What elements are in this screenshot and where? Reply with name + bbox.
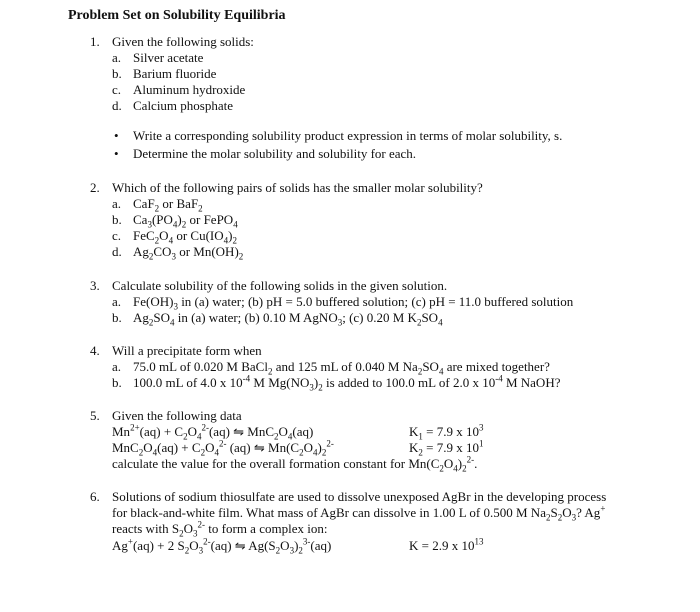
- bullet-icon: •: [114, 146, 119, 161]
- problem-5-number: 5.: [90, 408, 100, 423]
- problem-2-item-b-letter: b.: [112, 212, 122, 227]
- problem-2-item-c-letter: c.: [112, 228, 122, 243]
- problem-2-item-d-letter: d.: [112, 244, 122, 259]
- problem-3-item-b: $Ag_2SO_4$ in (a) water; (b) 0.10 M AgNO$_3$; (c) 0.20 M $K_2SO_4$: [133, 310, 443, 328]
- bullet-icon: •: [114, 128, 119, 143]
- problem-1-item-b-letter: b.: [112, 66, 122, 81]
- page-title: Problem Set on Solubility Equilibria: [68, 8, 286, 23]
- problem-5-equation-1: $Mn^{2+}(aq) + C_2O_4^{2-}(aq)$ ⇋ $MnC_2O_4(aq)$: [112, 422, 314, 442]
- problem-6-line-3: reacts with $S_2O_3^{2-}$ to form a complex ion:: [112, 519, 328, 539]
- problem-3-number: 3.: [90, 278, 100, 293]
- problem-4-item-b: 100.0 mL of 4.0 x $10^{-4}$ M $Mg(NO_3)_2$ is added to 100.0 mL of 2.0 x $10^{-4}$ M NaOH?: [133, 373, 561, 393]
- problem-3-stem: Calculate solubility of the following solids in the given solution.: [112, 278, 448, 293]
- problem-3-item-a-letter: a.: [112, 294, 122, 309]
- problem-2-item-c: $FeC_2O_4$ or $Cu(IO_4)_2$: [133, 228, 237, 246]
- problem-2-number: 2.: [90, 180, 100, 195]
- problem-1-item-a: Silver acetate: [133, 50, 204, 65]
- problem-5-equation-2: $MnC_2O_4(aq) + C_2O_4^{2-}$ (aq) ⇋ $Mn(C_2O_4)_2^{2-}$: [112, 438, 334, 458]
- problem-6-line-1: Solutions of sodium thiosulfate are used to dissolve unexposed AgBr in the developing process: [112, 489, 607, 504]
- problem-1-item-b: Barium fluoride: [133, 66, 217, 81]
- problem-6-number: 6.: [90, 489, 100, 504]
- problem-4-number: 4.: [90, 343, 100, 358]
- problem-2-item-d: $Ag_2CO_3$ or $Mn(OH)_2$: [133, 244, 244, 262]
- problem-5-k1: $K_1 = 7.9$ x $10^3$: [409, 422, 484, 442]
- problem-4-stem: Will a precipitate form when: [112, 343, 262, 358]
- problem-2-item-a-letter: a.: [112, 196, 122, 211]
- problem-2-stem: Which of the following pairs of solids has the smaller molar solubility?: [112, 180, 483, 195]
- problem-6-line-2: for black-and-white film. What mass of AgBr can dissolve in 1.00 L of 0.500 M $Na_2S_2O_3$? Ag+: [112, 503, 606, 523]
- problem-4-item-a-letter: a.: [112, 359, 122, 374]
- problem-6-k: K = 2.9 x $10^{13}$: [409, 536, 484, 553]
- problem-1-bullet-2: Determine the molar solubility and solubility for each.: [133, 146, 417, 161]
- problem-5-k2: $K_2 = 7.9$ x $10^1$: [409, 438, 484, 458]
- problem-3-item-b-letter: b.: [112, 310, 122, 325]
- problem-1-bullet-1: Write a corresponding solubility product expression in terms of molar solubility, s.: [133, 128, 563, 143]
- problem-2-item-b: $Ca_3(PO_4)_2$ or FePO$_4$: [133, 212, 238, 230]
- problem-3-item-a: $Fe(OH)_3$ in (a) water; (b) pH = 5.0 buffered solution; (c) pH = 11.0 buffered solution: [133, 294, 574, 312]
- problem-5-stem: Given the following data: [112, 408, 242, 423]
- problem-1-item-c: Aluminum hydroxide: [133, 82, 246, 97]
- problem-1-item-d: Calcium phosphate: [133, 98, 234, 113]
- problem-4-item-b-letter: b.: [112, 375, 122, 390]
- problem-1-number: 1.: [90, 34, 100, 49]
- problem-2-item-a: CaF$_2$ or BaF$_2$: [133, 196, 203, 214]
- problem-1-item-d-letter: d.: [112, 98, 122, 113]
- problem-4-item-a: 75.0 mL of 0.020 M BaCl$_2$ and 125 mL of 0.040 M $Na_2SO_4$ are mixed together?: [133, 359, 550, 377]
- problem-1-item-c-letter: c.: [112, 82, 122, 97]
- problem-6-equation: Ag+(aq) + 2 $S_2O_3^{2-}(aq)$ ⇋ $Ag(S_2O_3)_2^{3-}(aq)$: [112, 536, 332, 556]
- problem-1-item-a-letter: a.: [112, 50, 122, 65]
- problem-5-question: calculate the value for the overall formation constant for $Mn(C_2O_4)_2^{2-}$.: [112, 454, 478, 474]
- problem-1-stem: Given the following solids:: [112, 34, 254, 49]
